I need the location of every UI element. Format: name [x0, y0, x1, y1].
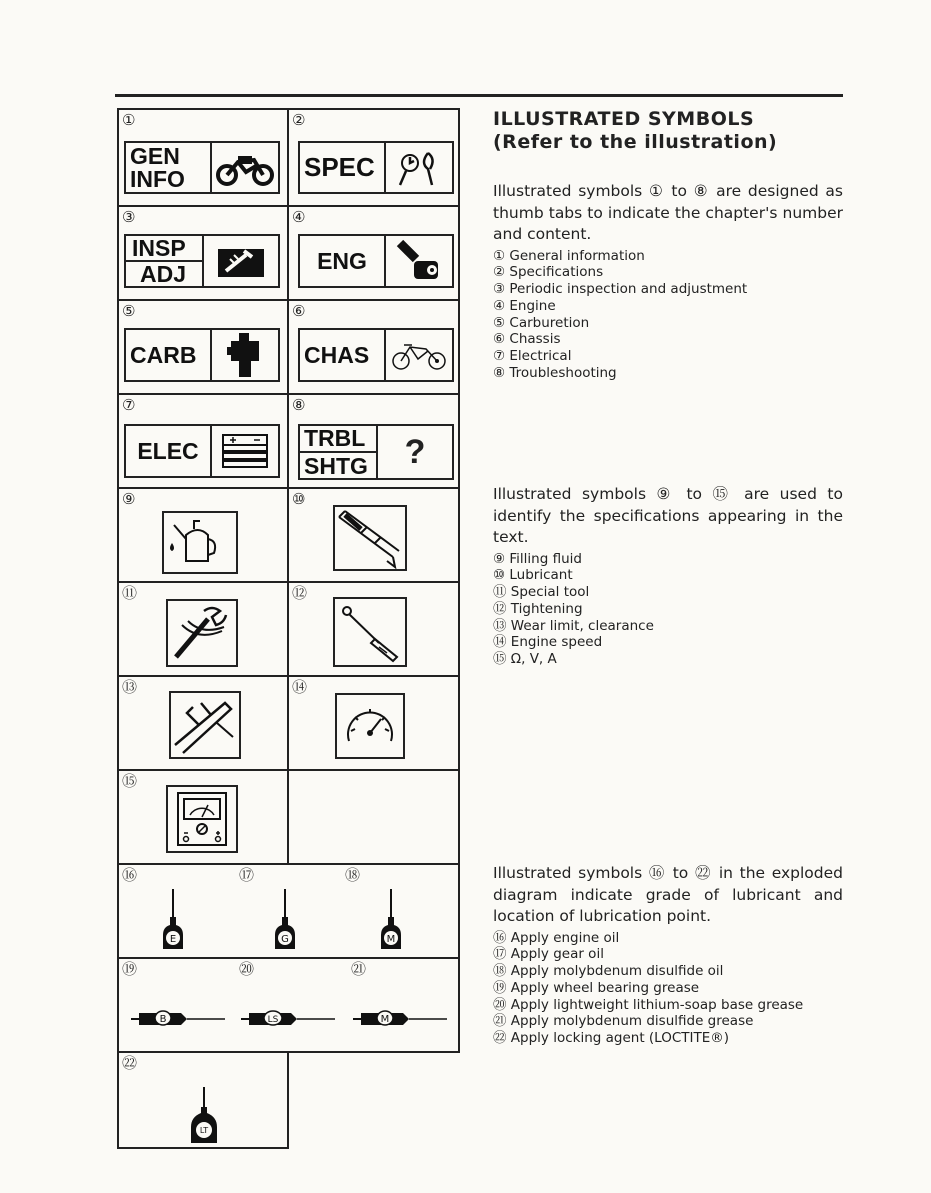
cell-number: ㉑: [351, 960, 367, 978]
section-intro: Illustrated symbols ① to ⑧ are designed as thumb tabs to indicate the chapter's number and content.: [493, 182, 843, 243]
locking-agent-label: LT: [199, 1126, 209, 1135]
list-item: ⑪ Special tool: [493, 584, 590, 601]
tab-carb: [124, 328, 280, 382]
question-mark-icon: ?: [404, 432, 426, 471]
list-item: ⑩ Lubricant: [493, 567, 573, 584]
cell-number: ①: [122, 111, 136, 129]
chassis-icon: [386, 330, 452, 380]
tab-insp-adj: [124, 234, 280, 288]
cell-insp-adj: [117, 205, 289, 301]
cell-lubricant: [287, 487, 460, 583]
gear-oil-icon: [273, 887, 297, 955]
multimeter-icon: [166, 785, 238, 853]
tab-label-line: INFO: [130, 165, 185, 192]
top-rule: [115, 94, 843, 97]
cell-number: ⑳: [239, 960, 255, 978]
tab-trbl-shtg: [298, 424, 454, 480]
cell-carb: [117, 299, 289, 395]
tab-eng: [298, 234, 454, 288]
cell-number: ㉒: [122, 1054, 138, 1072]
cell-elec: [117, 393, 289, 489]
cell-oils: [117, 863, 460, 959]
motorcycle-icon: [212, 143, 278, 192]
list-item: ③ Periodic inspection and adjustment: [493, 281, 748, 298]
cell-number: ⑫: [292, 584, 308, 602]
cell-gen-info: [117, 108, 289, 207]
cell-spec: [287, 108, 460, 207]
cell-number: ⑥: [292, 302, 306, 320]
tab-label: SPEC: [300, 143, 386, 192]
grease-grade-label: B: [159, 1014, 167, 1025]
cell-wear-limit: [117, 675, 289, 771]
cell-number: ⑤: [122, 302, 136, 320]
section-lubrication: [493, 863, 843, 1047]
tab-label: [126, 236, 204, 286]
list-item: ⑤ Carburetion: [493, 314, 590, 331]
tab-elec: [124, 424, 280, 478]
list-item: ⑦ Electrical: [493, 348, 572, 365]
grease-gun-icon: [333, 505, 407, 571]
list-item: ① General information: [493, 247, 645, 264]
list-item: ⑬ Wear limit, clearance: [493, 617, 654, 634]
moly-oil-icon: [379, 887, 403, 955]
tab-label-line: TRBL: [300, 425, 376, 453]
tab-label-line: ADJ: [140, 261, 187, 287]
tab-gen-info: [124, 141, 280, 194]
cell-number: ⑩: [292, 490, 306, 508]
oil-grade-label: M: [386, 934, 396, 945]
grease-grade-label: LS: [267, 1015, 279, 1025]
list-item: ④ Engine: [493, 297, 556, 314]
list-item: ㉑ Apply molybdenum disulfide grease: [493, 1013, 754, 1030]
tab-label-line: GEN: [130, 142, 180, 169]
list-item: ⑨ Filling fluid: [493, 550, 582, 567]
cell-number: ⑬: [122, 678, 138, 696]
cell-number: ⑧: [292, 396, 306, 414]
oil-can-icon: [162, 511, 238, 574]
cell-greases: [117, 957, 460, 1053]
list-item: ⑮ Ω, V, A: [493, 651, 557, 668]
section-specifications: [493, 484, 843, 668]
cell-engine-speed: [287, 675, 460, 771]
tab-label: ENG: [300, 236, 386, 286]
engine-oil-icon: [161, 887, 185, 955]
cell-number: ⑦: [122, 396, 136, 414]
list-item: ㉒ Apply locking agent (LOCTITE®): [493, 1030, 730, 1047]
gauge-tool-icon: [386, 143, 452, 192]
cell-number: ⑰: [239, 866, 255, 884]
lithium-grease-icon: [239, 1005, 335, 1033]
cell-number: ⑯: [122, 866, 138, 884]
list-item: ⑰ Apply gear oil: [493, 946, 604, 963]
cell-number: ⑮: [122, 772, 138, 790]
cell-number: ⑭: [292, 678, 308, 696]
list-item: ⑧ Troubleshooting: [493, 365, 617, 382]
cell-empty: [287, 769, 460, 865]
tab-label: [126, 143, 212, 192]
list-item: ⑭ Engine speed: [493, 634, 603, 651]
cell-number: ③: [122, 208, 136, 226]
list-item: ⑱ Apply molybdenum disulfide oil: [493, 963, 724, 980]
list-item: ⑥ Chassis: [493, 331, 561, 348]
piston-icon: [386, 236, 452, 286]
section-thumb-tabs: [493, 181, 843, 382]
cell-number: ⑪: [122, 584, 138, 602]
torque-wrench-icon: [333, 597, 407, 667]
special-tool-icon: [166, 599, 238, 667]
wrench-icon: [204, 236, 278, 286]
list-item: ⑲ Apply wheel bearing grease: [493, 979, 700, 996]
list-item: ⑯ Apply engine oil: [493, 929, 620, 946]
cell-locking-agent: [117, 1051, 289, 1149]
tachometer-icon: [335, 693, 405, 759]
cell-eng: [287, 205, 460, 301]
cell-filling-fluid: [117, 487, 289, 583]
wheel-bearing-grease-icon: [129, 1005, 225, 1033]
tab-label-line: SHTG: [304, 453, 368, 479]
list-item: ⑳ Apply lightweight lithium-soap base grease: [493, 996, 804, 1013]
tab-label-line: INSP: [126, 236, 202, 262]
list-item: ⑫ Tightening: [493, 600, 583, 617]
cell-number: ④: [292, 208, 306, 226]
tab-spec: [298, 141, 454, 194]
tab-chas: [298, 328, 454, 382]
caliper-icon: [169, 691, 241, 759]
tab-label: ELEC: [126, 426, 212, 476]
title-line: (Refer to the illustration): [493, 131, 778, 153]
cell-tightening: [287, 581, 460, 677]
symbol-list: [493, 930, 843, 1048]
cell-ohm-volt-amp: [117, 769, 289, 865]
carburetor-icon: [212, 330, 278, 380]
section-intro: Illustrated symbols ⑨ to ⑮ are used to identify the specifications appearing in the text.: [493, 485, 843, 546]
cell-number: ⑱: [345, 866, 361, 884]
tab-label: CARB: [126, 330, 212, 380]
page-title: [493, 108, 777, 154]
tab-label: [300, 426, 378, 478]
cell-chas: [287, 299, 460, 395]
tab-label: CHAS: [300, 330, 386, 380]
cell-special-tool: [117, 581, 289, 677]
oil-grade-label: E: [169, 934, 177, 945]
section-intro: Illustrated symbols ⑯ to ㉒ in the exploded diagram indicate grade of lubricant and location of lubrication point.: [493, 864, 843, 925]
symbol-list: [493, 248, 843, 382]
cell-number: ⑨: [122, 490, 136, 508]
battery-icon: [212, 426, 278, 476]
locking-agent-icon: [189, 1085, 219, 1149]
symbol-list: [493, 551, 843, 669]
list-item: ② Specifications: [493, 264, 604, 281]
cell-number: ②: [292, 111, 306, 129]
moly-grease-icon: [351, 1005, 447, 1033]
title-line: ILLUSTRATED SYMBOLS: [493, 108, 755, 130]
grease-grade-label: M: [380, 1014, 390, 1025]
oil-grade-label: G: [281, 934, 289, 945]
cell-trbl-shtg: [287, 393, 460, 489]
cell-number: ⑲: [122, 960, 138, 978]
